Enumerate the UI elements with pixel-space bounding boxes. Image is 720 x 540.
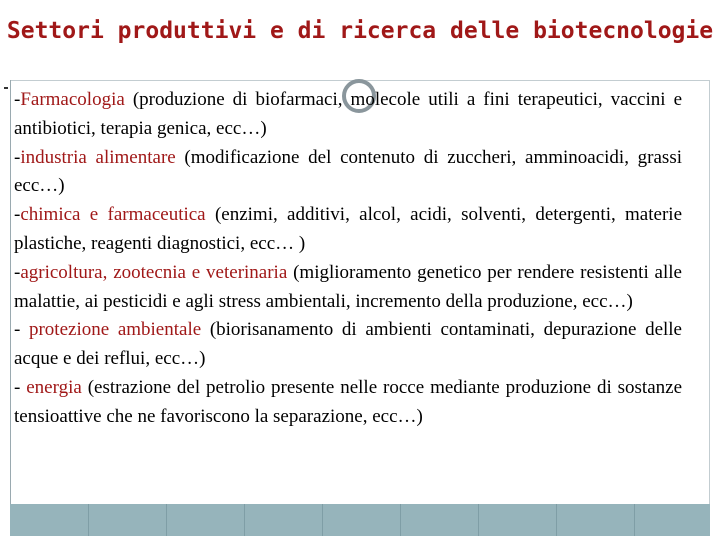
- sector-highlight: chimica e farmaceutica: [20, 204, 206, 226]
- sector-highlight: energia: [26, 376, 82, 398]
- sector-prefix: -: [14, 146, 21, 168]
- sector-description: (biorisanamento di ambienti contaminati, depurazione delle acque e dei reflui, ecc…): [14, 319, 682, 370]
- sector-highlight: Farmacologia: [20, 89, 125, 110]
- sector-description: (enzimi, additivi, alcol, acidi, solventi, detergenti, materie plastiche, reagenti diagnostici, ecc… ): [14, 204, 682, 254]
- sector-description: (modificazione del contenuto di zuccheri, amminoacidi, grassi ecc…): [14, 146, 682, 197]
- sector-list: [14, 86, 682, 432]
- sector-prefix: -: [14, 376, 27, 398]
- sector-item-industria-alimentare: [14, 144, 682, 202]
- footer-divider: [478, 504, 479, 536]
- footer-divider: [322, 504, 323, 536]
- slide-title: Settori produttivi e di ricerca delle biotecnologie: [6, 18, 714, 44]
- footer-divider: [634, 504, 635, 536]
- footer-divider: [556, 504, 557, 536]
- sector-item-energia: [14, 374, 682, 432]
- bullet-dash-mark: [4, 87, 8, 89]
- footer-divider: [244, 504, 245, 536]
- sector-item-protezione-ambientale: [14, 316, 682, 374]
- footer-divider: [400, 504, 401, 536]
- sector-prefix: -: [14, 261, 21, 283]
- sector-highlight: protezione ambientale: [28, 319, 202, 341]
- footer-divider: [88, 504, 89, 536]
- sector-item-chimica: [14, 201, 682, 259]
- sector-item-farmacologia: [14, 86, 682, 144]
- sector-prefix: -: [14, 204, 21, 226]
- sector-prefix: -: [14, 89, 21, 110]
- sector-description: (produzione di biofarmaci, molecole utili a fini terapeutici, vaccini e antibiotici, terapia genica, ecc…): [14, 89, 682, 139]
- frame-right-border: [709, 80, 710, 504]
- frame-left-border: [10, 80, 11, 504]
- sector-highlight: agricoltura, zootecnia e veterinaria: [20, 261, 288, 283]
- sector-description: (estrazione del petrolio presente nelle rocce mediante produzione di sostanze tensioattive che ne favoriscono la separazione, ecc…): [14, 376, 683, 427]
- sector-prefix: -: [14, 319, 29, 341]
- sector-description: (miglioramento genetico per rendere resistenti alle malattie, ai pesticidi e agli stress ambientali, incremento della produzione, ecc…): [14, 261, 682, 312]
- sector-highlight: industria alimentare: [20, 146, 176, 168]
- footer-bar: [10, 504, 710, 536]
- sector-item-agricoltura: [14, 259, 682, 317]
- footer-divider: [166, 504, 167, 536]
